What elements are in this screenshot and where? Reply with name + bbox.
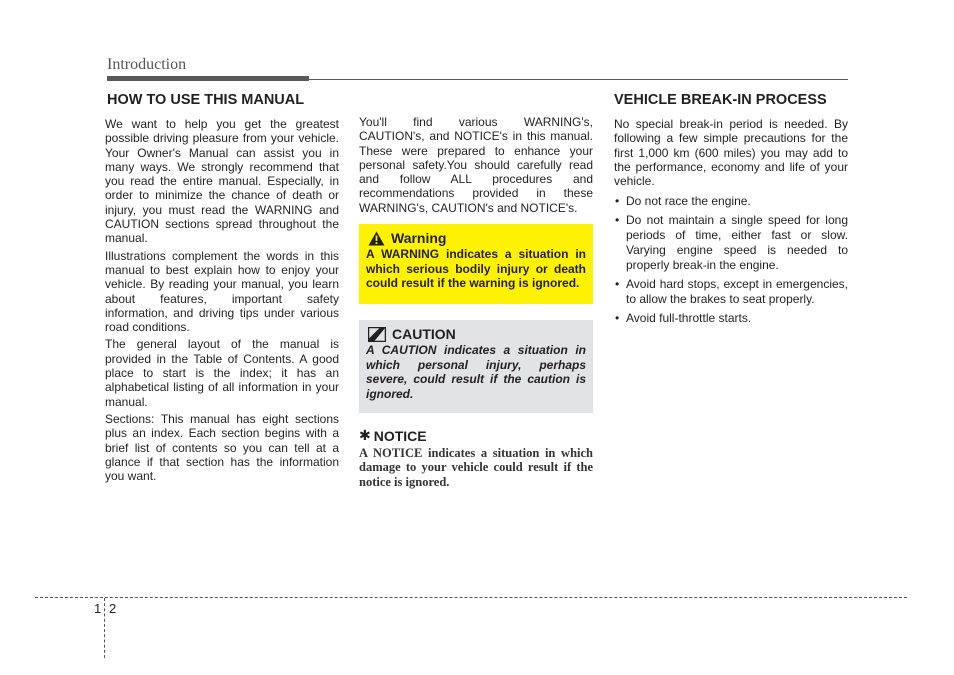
caution-text: A CAUTION indicates a situation in which personal injury, perhaps severe, could result if the caution is ignored. [366, 343, 586, 401]
column-warnings [359, 115, 593, 489]
warnings-intro-paragraph: You'll find various WARNING's, CAUTION's, and NOTICE's in this manual. These were prepared to enhance your personal safety.You should carefully read and follow ALL procedures and recommendations provided in these WARNING's, CAUTION's and NOTICE's. [359, 115, 593, 215]
warning-text: A WARNING indicates a situation in which serious bodily injury or death could result if the warning is ignored. [366, 247, 586, 291]
footer-dashed-divider [104, 598, 105, 658]
paragraph: We want to help you get the greatest possible driving pleasure from your vehicle. Your Owner's Manual can assist you in many ways. We strongly recommend that you read the entire manual. Especially, in order to minimize the chance of death or injury, you must read the WARNING and CAUTION sections spread throughout the manual. [105, 117, 339, 246]
list-item: • Avoid full-throttle starts. [615, 311, 752, 326]
caution-heading [368, 326, 586, 342]
header-rule-thin [107, 79, 848, 80]
warning-heading [368, 230, 586, 246]
notice-text: A NOTICE indicates a situation in which damage to your vehicle could result if the notice is ignored. [359, 446, 593, 489]
warning-box [359, 224, 593, 304]
paragraph: Sections: This manual has eight sections plus an index. Each section begins with a brief list of contents so you can tell at a glance if that section has the information you want. [105, 411, 339, 484]
list-item: • Avoid hard stops, except in emergencies, to allow the brakes to seat properly. [615, 277, 848, 307]
paragraph: The general layout of the manual is provided in the Table of Contents. A good place to start is the index; it has an alphabetical listing of all information in your manual. [105, 337, 339, 409]
caution-box [359, 320, 593, 413]
caution-slash-icon [368, 327, 386, 342]
list-item: • Do not race the engine. [615, 194, 751, 209]
section-title-break-in: VEHICLE BREAK-IN PROCESS [614, 92, 827, 108]
break-in-list [614, 194, 848, 326]
asterisk-star-icon: ✱ [359, 427, 371, 444]
column-break-in [614, 92, 848, 330]
break-in-intro-paragraph: No special break-in period is needed. By following a few simple precautions for the first 1,000 km (600 miles) you may add to the performance, economy and life of your vehicle. [614, 117, 848, 189]
notice-label: NOTICE [373, 427, 427, 444]
section-number: 1 [94, 601, 102, 616]
page-number: 2 [109, 601, 117, 616]
column-how-to-use [105, 92, 339, 486]
page-header-title: Introduction [107, 56, 187, 73]
notice-block [359, 427, 593, 489]
paragraph: Illustrations complement the words in this manual to best explain how to enjoy your vehicle. By reading your manual, you learn about features, important safety information, and driving tips under various road conditions. [105, 248, 339, 335]
notice-heading [359, 427, 593, 444]
footer-dashed-rule [35, 597, 907, 598]
section-title-how-to-use: HOW TO USE THIS MANUAL [107, 92, 305, 108]
caution-label: CAUTION [392, 326, 456, 343]
warning-triangle-icon [368, 231, 385, 246]
list-item: • Do not maintain a single speed for long periods of time, either fast or slow. Varying engine speed is needed to properly break-in the engine. [615, 213, 848, 273]
warning-label: Warning [391, 230, 447, 247]
